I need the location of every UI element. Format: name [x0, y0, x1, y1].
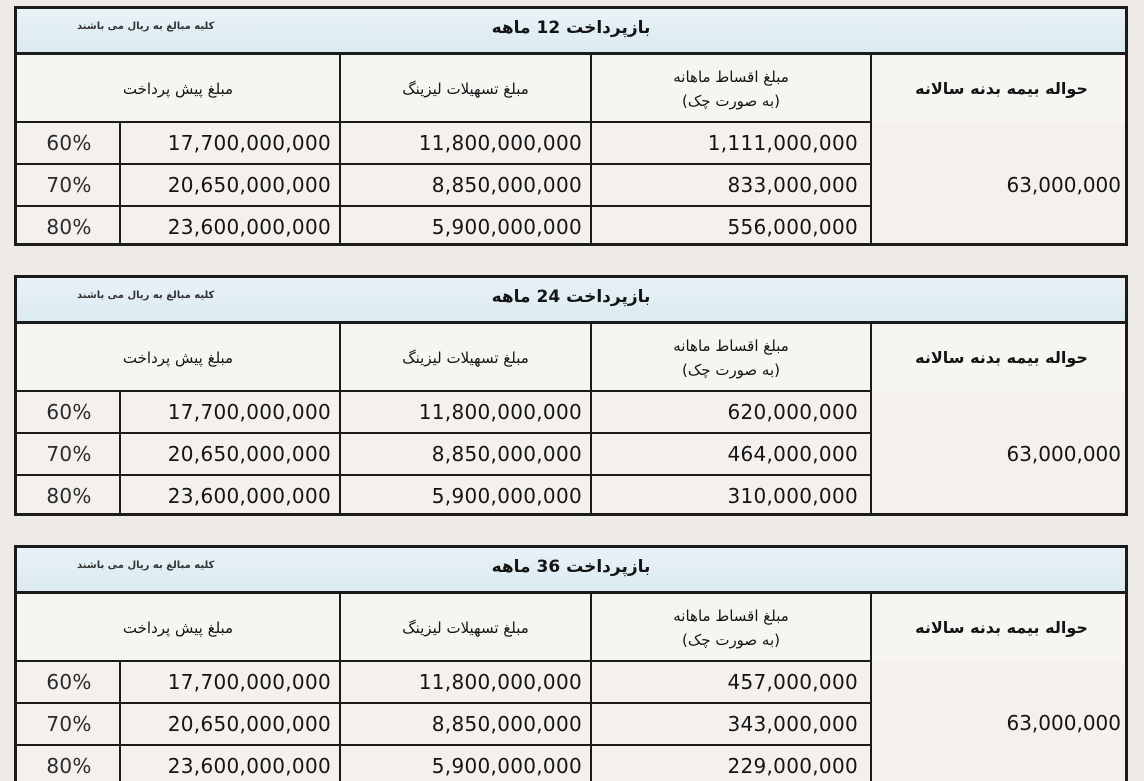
header-installment: مبلغ اقساط ماهانه (به صورت چک) [592, 55, 872, 123]
header-installment: مبلغ اقساط ماهانه (به صورت چک) [592, 594, 872, 662]
insurance-value: 63,000,000 [1006, 172, 1121, 197]
header-facility: مبلغ تسهیلات لیزینگ [341, 324, 592, 392]
header-insurance: حواله بیمه بدنه سالانه [872, 55, 1128, 123]
row-installment: 464,000,000 [727, 442, 858, 466]
header-insurance: حواله بیمه بدنه سالانه [872, 594, 1128, 662]
table-12-month [14, 6, 1128, 246]
insurance-value: 63,000,000 [1006, 442, 1121, 466]
header-down-payment: مبلغ پیش پرداخت [17, 55, 341, 123]
table-title: بازپرداخت 24 ماهه [491, 287, 651, 307]
row-percent: 70% [46, 712, 92, 736]
row-down-payment: 17,700,000,000 [167, 400, 331, 424]
row-down-payment: 23,600,000,000 [167, 754, 331, 778]
insurance-value: 63,000,000 [1006, 711, 1121, 735]
table-36-month [14, 545, 1128, 781]
row-percent: 60% [46, 670, 92, 694]
header-insurance: حواله بیمه بدنه سالانه [872, 324, 1128, 392]
row-down-payment: 20,650,000,000 [167, 712, 331, 736]
table-title-bar [17, 278, 1125, 324]
row-facility: 11,800,000,000 [418, 131, 582, 155]
row-down-payment: 23,600,000,000 [167, 215, 331, 239]
row-facility: 8,850,000,000 [431, 442, 582, 466]
row-installment: 556,000,000 [727, 215, 858, 239]
row-installment: 1,111,000,000 [707, 131, 858, 155]
row-installment: 620,000,000 [727, 400, 858, 424]
row-facility: 5,900,000,000 [431, 215, 582, 239]
row-percent: 70% [46, 442, 92, 466]
header-facility: مبلغ تسهیلات لیزینگ [341, 55, 592, 123]
row-percent: 60% [46, 400, 92, 424]
currency-note: کلیه مبالغ به ریال می باشند [77, 290, 215, 301]
row-installment: 833,000,000 [727, 173, 858, 197]
currency-note: کلیه مبالغ به ریال می باشند [77, 560, 215, 571]
row-down-payment: 20,650,000,000 [167, 173, 331, 197]
header-installment: مبلغ اقساط ماهانه (به صورت چک) [592, 324, 872, 392]
header-down-payment: مبلغ پیش پرداخت [17, 324, 341, 392]
row-percent: 80% [46, 484, 92, 508]
table-24-month [14, 275, 1128, 516]
currency-note: کلیه مبالغ به ریال می باشند [77, 21, 215, 32]
header-facility: مبلغ تسهیلات لیزینگ [341, 594, 592, 662]
row-facility: 5,900,000,000 [431, 754, 582, 778]
row-facility: 11,800,000,000 [418, 670, 582, 694]
row-down-payment: 17,700,000,000 [167, 131, 331, 155]
row-facility: 5,900,000,000 [431, 484, 582, 508]
row-installment: 310,000,000 [727, 484, 858, 508]
row-percent: 60% [46, 131, 92, 155]
row-facility: 8,850,000,000 [431, 173, 582, 197]
row-down-payment: 20,650,000,000 [167, 442, 331, 466]
row-facility: 8,850,000,000 [431, 712, 582, 736]
row-down-payment: 23,600,000,000 [167, 484, 331, 508]
row-installment: 343,000,000 [727, 712, 858, 736]
table-title-bar [17, 9, 1125, 55]
row-percent: 80% [46, 754, 92, 778]
row-installment: 457,000,000 [727, 670, 858, 694]
row-percent: 80% [46, 215, 92, 239]
row-facility: 11,800,000,000 [418, 400, 582, 424]
row-installment: 229,000,000 [727, 754, 858, 778]
row-down-payment: 17,700,000,000 [167, 670, 331, 694]
row-percent: 70% [46, 173, 92, 197]
header-down-payment: مبلغ پیش پرداخت [17, 594, 341, 662]
table-title-bar [17, 548, 1125, 594]
table-title: بازپرداخت 12 ماهه [491, 18, 651, 38]
table-title: بازپرداخت 36 ماهه [491, 557, 651, 577]
